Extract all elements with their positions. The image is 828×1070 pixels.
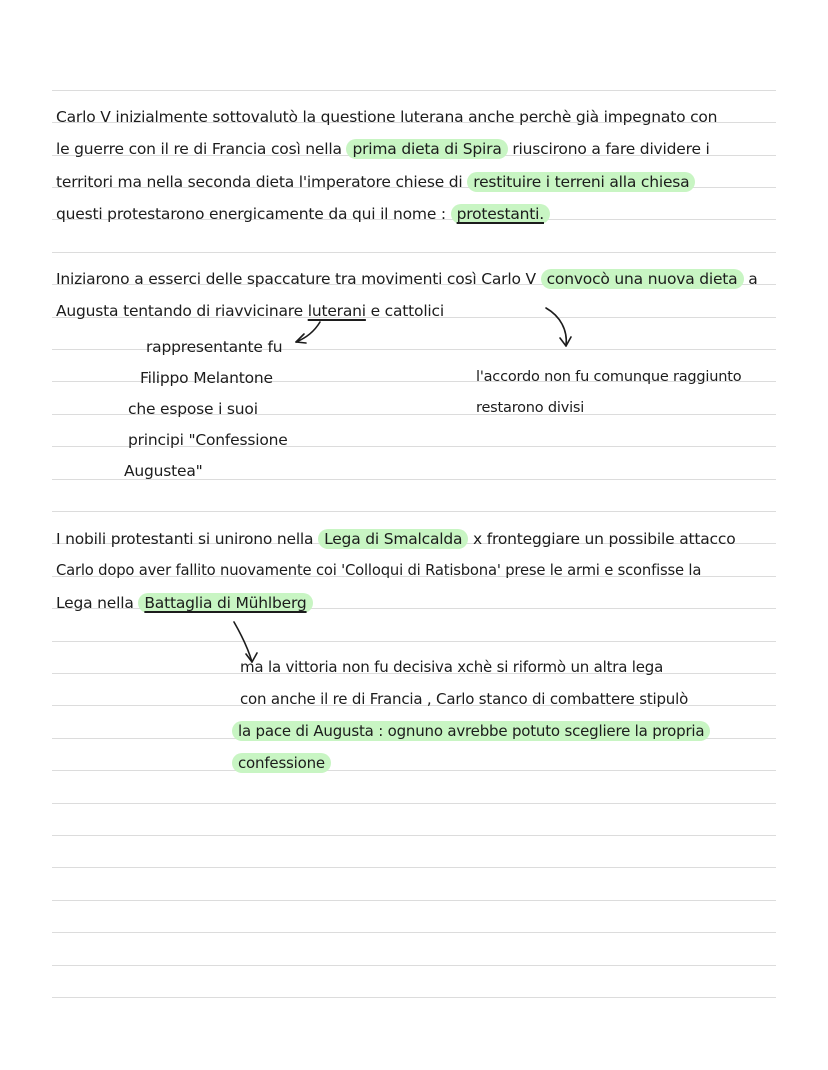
text-span: territori ma nella seconda dieta l'imperatore chiese di <box>56 173 463 191</box>
text-line <box>476 400 584 416</box>
text-line <box>232 754 331 772</box>
arrow-down-icon <box>540 304 580 352</box>
rule-line <box>52 835 776 836</box>
text-line <box>56 270 758 288</box>
text-span: x fronteggiare un possibile attacco <box>473 530 736 548</box>
text-span: Filippo Melantone <box>140 369 273 387</box>
underlined-term: luterani <box>307 302 366 320</box>
rule-line <box>52 932 776 933</box>
text-line <box>56 530 735 548</box>
text-span: Augusta tentando di riavvicinare <box>56 302 303 320</box>
text-line <box>240 658 663 676</box>
rule-line <box>52 90 776 91</box>
rule-line <box>52 965 776 966</box>
rule-line <box>52 770 776 771</box>
rule-line <box>52 900 776 901</box>
highlight: convocò una nuova dieta <box>541 269 744 289</box>
text-line <box>476 369 741 385</box>
text-line <box>124 462 203 480</box>
text-line <box>56 562 701 579</box>
text-line <box>146 338 282 356</box>
rule-line <box>52 252 776 253</box>
text-span: I nobili protestanti si unirono nella <box>56 530 314 548</box>
text-line <box>128 400 258 418</box>
text-span: riuscirono a fare dividere i <box>512 140 710 158</box>
arrow-left-icon <box>290 318 330 348</box>
text-span: e cattolici <box>370 302 444 320</box>
text-span: principi "Confessione <box>128 431 288 449</box>
text-span: ma la vittoria non fu decisiva xchè si riformò un altra lega <box>240 658 664 676</box>
text-span: le guerre con il re di Francia così nella <box>56 140 342 158</box>
rule-line <box>52 997 776 998</box>
text-span: Augustea" <box>124 462 203 480</box>
text-span: questi protestarono energicamente da qui il nome : <box>56 205 446 223</box>
text-line <box>56 302 444 320</box>
text-span: Carlo V inizialmente sottovalutò la questione luterana anche perchè già impegnato con <box>56 108 718 126</box>
text-span: l'accordo non fu comunque raggiunto <box>476 369 742 385</box>
rule-line <box>52 803 776 804</box>
rule-line <box>52 511 776 512</box>
text-span: Carlo dopo aver fallito nuovamente coi 'Colloqui di Ratisbona' prese le armi e sconfisse la <box>56 562 702 579</box>
text-span: Iniziarono a esserci delle spaccature tra movimenti così Carlo V <box>56 270 536 288</box>
text-line <box>56 108 717 126</box>
highlight: Battaglia di Mühlberg <box>138 593 312 613</box>
text-span: con anche il re di Francia , Carlo stanco di combattere stipulò <box>240 690 689 708</box>
text-line <box>140 369 273 387</box>
highlight: restituire i terreni alla chiesa <box>467 172 695 192</box>
text-span: che espose i suoi <box>128 400 258 418</box>
text-line <box>56 594 313 612</box>
text-line <box>56 173 695 191</box>
text-line <box>128 431 288 449</box>
text-span: a <box>748 270 758 288</box>
text-line <box>56 205 550 223</box>
highlight: Lega di Smalcalda <box>318 529 468 549</box>
text-span: rappresentante fu <box>146 338 283 356</box>
highlight: protestanti. <box>451 204 550 224</box>
highlight: prima dieta di Spira <box>346 139 507 159</box>
highlight: confessione <box>232 753 331 773</box>
text-line <box>240 690 688 708</box>
rule-line <box>52 641 776 642</box>
text-line <box>56 140 710 158</box>
rule-line <box>52 867 776 868</box>
text-line <box>232 722 710 740</box>
highlight: la pace di Augusta : ognuno avrebbe potuto scegliere la propria <box>232 721 710 741</box>
text-span: Lega nella <box>56 594 134 612</box>
text-span: restarono divisi <box>476 400 585 416</box>
